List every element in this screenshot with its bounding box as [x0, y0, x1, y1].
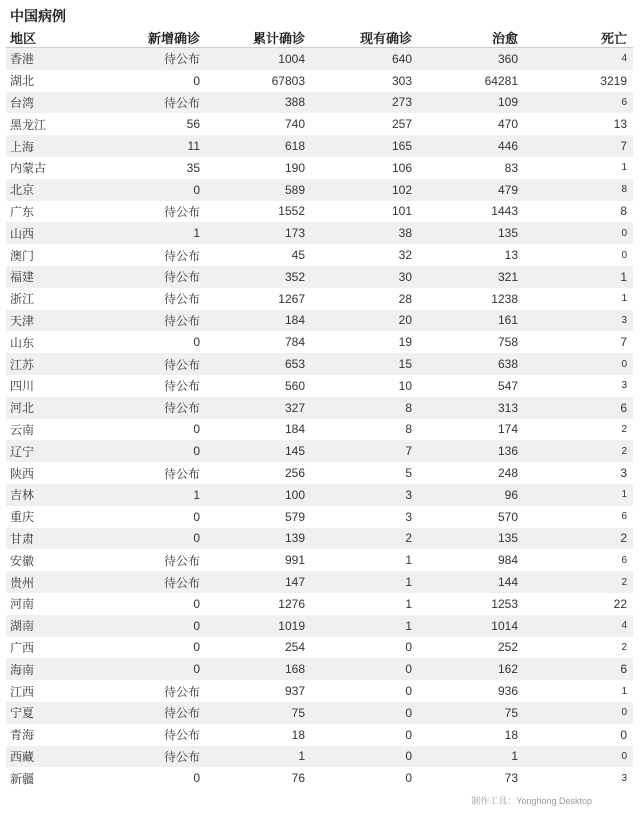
- table-row: [6, 353, 633, 375]
- cell-current-confirmed: 0: [405, 684, 412, 698]
- cell-total-confirmed: 1: [298, 749, 305, 764]
- cell-recovered: 446: [497, 139, 518, 154]
- table-row: [6, 658, 633, 680]
- cell-current-confirmed: 3: [405, 509, 412, 524]
- cell-current-confirmed: 2: [405, 531, 412, 546]
- cell-region: 福建: [10, 270, 35, 285]
- column-header-total-confirmed: 累计确诊: [252, 30, 305, 46]
- cell-total-confirmed: 75: [291, 705, 305, 720]
- cell-current-confirmed: 1: [405, 553, 412, 568]
- cell-total-confirmed: 1019: [278, 618, 305, 633]
- table-row: [6, 484, 633, 506]
- cell-new-confirmed: 0: [193, 509, 200, 524]
- table-title: 中国病例: [10, 8, 66, 24]
- cell-recovered: 570: [497, 509, 518, 524]
- cell-region: 湖南: [10, 619, 35, 634]
- cell-current-confirmed: 3: [405, 487, 412, 502]
- cell-region: 新疆: [10, 771, 35, 786]
- cell-new-confirmed: 待公布: [163, 684, 200, 699]
- table-row: [6, 135, 633, 157]
- cell-recovered: 248: [497, 466, 518, 481]
- cell-deaths: 3219: [600, 73, 627, 88]
- cell-total-confirmed: 937: [284, 684, 305, 698]
- table-row: [6, 571, 633, 593]
- cell-recovered: 135: [497, 531, 518, 546]
- cell-recovered: 479: [497, 182, 518, 197]
- cell-region: 香港: [10, 52, 35, 67]
- cell-region: 云南: [10, 422, 35, 437]
- cell-deaths: 0: [621, 358, 627, 370]
- cell-recovered: 135: [497, 226, 518, 241]
- cell-total-confirmed: 168: [284, 662, 305, 677]
- table-row: [6, 637, 633, 659]
- cell-total-confirmed: 45: [291, 248, 305, 263]
- table-row: [6, 462, 633, 484]
- cell-recovered: 161: [497, 313, 518, 328]
- cell-total-confirmed: 184: [284, 422, 305, 437]
- cell-recovered: 1443: [491, 204, 518, 219]
- cell-deaths: 2: [621, 445, 627, 457]
- cell-new-confirmed: 0: [193, 73, 200, 88]
- cell-region: 宁夏: [10, 706, 35, 721]
- cell-new-confirmed: 待公布: [163, 292, 200, 307]
- cell-region: 西藏: [10, 749, 35, 764]
- cell-new-confirmed: 待公布: [163, 728, 200, 743]
- cell-total-confirmed: 184: [284, 313, 305, 328]
- cell-current-confirmed: 0: [405, 749, 412, 764]
- cell-new-confirmed: 0: [193, 335, 200, 350]
- cell-recovered: 1238: [491, 291, 518, 306]
- cell-total-confirmed: 254: [284, 640, 305, 655]
- cell-deaths: 22: [613, 596, 627, 611]
- cell-current-confirmed: 0: [405, 640, 412, 655]
- cell-recovered: 547: [497, 378, 518, 393]
- cell-current-confirmed: 15: [398, 357, 412, 372]
- cell-recovered: 73: [504, 771, 518, 786]
- cell-deaths: 6: [621, 511, 627, 523]
- cell-recovered: 136: [497, 444, 518, 459]
- cell-new-confirmed: 待公布: [163, 270, 200, 285]
- cell-current-confirmed: 0: [405, 705, 412, 720]
- cell-current-confirmed: 8: [405, 400, 412, 415]
- cell-current-confirmed: 303: [391, 73, 412, 88]
- cell-new-confirmed: 0: [193, 531, 200, 546]
- table-row: [6, 310, 633, 332]
- table-row: [6, 528, 633, 550]
- cell-deaths: 2: [621, 423, 627, 435]
- cell-recovered: 144: [497, 575, 518, 590]
- cell-deaths: 7: [620, 139, 627, 154]
- cases-table: [6, 27, 633, 789]
- cell-new-confirmed: 11: [187, 139, 200, 154]
- cell-deaths: 4: [621, 620, 627, 632]
- cell-new-confirmed: 1: [193, 226, 200, 241]
- cell-deaths: 6: [620, 400, 627, 415]
- cell-deaths: 1: [621, 162, 627, 174]
- cell-current-confirmed: 1: [405, 575, 412, 590]
- cell-current-confirmed: 102: [391, 182, 412, 197]
- cell-deaths: 6: [621, 554, 627, 566]
- cell-current-confirmed: 640: [391, 51, 412, 66]
- cell-deaths: 8: [620, 204, 627, 219]
- cell-deaths: 1: [621, 489, 627, 501]
- table-row: [6, 331, 633, 353]
- cell-total-confirmed: 147: [284, 575, 305, 590]
- table-header-row: [6, 27, 633, 47]
- cell-recovered: 984: [497, 553, 518, 568]
- cell-total-confirmed: 173: [284, 226, 305, 241]
- cell-new-confirmed: 待公布: [163, 313, 200, 328]
- table-row: [6, 244, 633, 266]
- cell-recovered: 936: [497, 684, 518, 698]
- cell-recovered: 758: [497, 335, 518, 350]
- cell-total-confirmed: 991: [284, 553, 305, 568]
- table-row: [6, 179, 633, 201]
- cell-new-confirmed: 待公布: [163, 248, 200, 263]
- cell-new-confirmed: 待公布: [163, 95, 200, 110]
- cell-region: 广东: [10, 204, 35, 219]
- cell-total-confirmed: 139: [284, 531, 305, 546]
- table-row: [6, 440, 633, 462]
- cell-new-confirmed: 0: [193, 640, 200, 655]
- cell-recovered: 174: [497, 422, 518, 437]
- cell-deaths: 6: [621, 96, 627, 108]
- cell-total-confirmed: 589: [284, 182, 305, 197]
- cell-total-confirmed: 784: [284, 335, 305, 350]
- cell-current-confirmed: 7: [405, 444, 412, 459]
- cell-region: 甘肃: [10, 531, 35, 546]
- cell-deaths: 2: [620, 531, 627, 546]
- table-row: [6, 375, 633, 397]
- cell-region: 湖北: [10, 74, 35, 89]
- cell-deaths: 0: [620, 727, 627, 742]
- cell-current-confirmed: 106: [391, 160, 412, 175]
- cell-recovered: 1: [511, 749, 518, 764]
- cell-new-confirmed: 待公布: [163, 706, 200, 721]
- cell-deaths: 2: [621, 576, 627, 588]
- cell-total-confirmed: 1552: [278, 204, 305, 219]
- cell-current-confirmed: 257: [391, 117, 412, 132]
- cell-current-confirmed: 0: [405, 727, 412, 742]
- cell-region: 澳门: [10, 248, 35, 263]
- cell-new-confirmed: 待公布: [163, 401, 200, 416]
- cell-total-confirmed: 618: [284, 139, 305, 154]
- table-row: [6, 266, 633, 288]
- cell-new-confirmed: 0: [193, 662, 200, 677]
- table-row: [6, 157, 633, 179]
- cell-current-confirmed: 28: [398, 291, 412, 306]
- cell-deaths: 3: [621, 380, 627, 392]
- table-row: [6, 113, 633, 135]
- cell-deaths: 7: [620, 335, 627, 350]
- cell-region: 贵州: [10, 575, 35, 590]
- cell-recovered: 96: [504, 487, 518, 502]
- column-header-current-confirmed: 现有确诊: [359, 30, 412, 46]
- cell-total-confirmed: 327: [284, 400, 305, 415]
- cell-recovered: 162: [497, 662, 518, 677]
- table-row: [6, 70, 633, 92]
- cell-current-confirmed: 101: [391, 204, 412, 219]
- cell-recovered: 638: [497, 357, 518, 372]
- table-row: [6, 288, 633, 310]
- cell-deaths: 6: [620, 662, 627, 677]
- column-header-recovered: 治愈: [491, 30, 518, 46]
- table-body: [6, 48, 633, 789]
- cell-new-confirmed: 0: [193, 182, 200, 197]
- cell-region: 山西: [10, 226, 35, 241]
- cell-deaths: 0: [621, 249, 627, 261]
- cell-region: 北京: [10, 183, 35, 198]
- cell-total-confirmed: 76: [291, 771, 305, 786]
- cell-region: 河北: [10, 401, 35, 416]
- cell-recovered: 75: [504, 705, 518, 720]
- cell-new-confirmed: 待公布: [163, 575, 200, 590]
- cell-total-confirmed: 740: [284, 117, 305, 132]
- cell-region: 内蒙古: [10, 161, 47, 176]
- cell-current-confirmed: 165: [391, 139, 412, 154]
- cell-total-confirmed: 256: [284, 466, 305, 481]
- cell-new-confirmed: 0: [193, 422, 200, 437]
- cell-region: 江苏: [10, 357, 35, 372]
- cell-deaths: 13: [613, 117, 627, 132]
- cell-recovered: 360: [497, 51, 518, 66]
- cell-deaths: 0: [621, 750, 627, 762]
- cell-new-confirmed: 待公布: [163, 553, 200, 568]
- cell-new-confirmed: 0: [193, 596, 200, 611]
- cell-region: 江西: [10, 684, 35, 699]
- cell-current-confirmed: 19: [398, 335, 412, 350]
- cell-region: 四川: [10, 379, 35, 394]
- cell-current-confirmed: 10: [398, 378, 412, 393]
- cell-deaths: 0: [621, 227, 627, 239]
- cell-total-confirmed: 100: [284, 487, 305, 502]
- cell-region: 台湾: [10, 95, 35, 110]
- table-row: [6, 593, 633, 615]
- cell-total-confirmed: 145: [284, 444, 305, 459]
- table-row: [6, 222, 633, 244]
- cell-new-confirmed: 待公布: [163, 466, 200, 481]
- cell-deaths: 3: [621, 314, 627, 326]
- cell-total-confirmed: 1276: [278, 596, 305, 611]
- cell-current-confirmed: 0: [405, 771, 412, 786]
- cell-recovered: 83: [504, 160, 518, 175]
- cell-recovered: 313: [497, 400, 518, 415]
- cell-new-confirmed: 35: [186, 160, 200, 175]
- cell-recovered: 18: [504, 727, 518, 742]
- table-row: [6, 724, 633, 746]
- table-row: [6, 767, 633, 789]
- cell-region: 重庆: [10, 510, 35, 525]
- cell-deaths: 3: [621, 772, 627, 784]
- cell-recovered: 470: [497, 117, 518, 132]
- cell-recovered: 252: [497, 640, 518, 655]
- column-header-new-confirmed: 新增确诊: [147, 30, 200, 46]
- cell-recovered: 321: [497, 269, 518, 284]
- table-row: [6, 419, 633, 441]
- cell-current-confirmed: 1: [405, 596, 412, 611]
- cell-total-confirmed: 67803: [271, 73, 305, 88]
- cell-region: 天津: [10, 313, 35, 328]
- cell-current-confirmed: 30: [398, 269, 412, 284]
- cell-region: 辽宁: [10, 444, 35, 459]
- cell-deaths: 0: [621, 707, 627, 719]
- cell-recovered: 109: [497, 95, 518, 110]
- cell-deaths: 8: [621, 184, 627, 196]
- cell-region: 广西: [10, 640, 35, 655]
- table-row: [6, 397, 633, 419]
- cell-new-confirmed: 待公布: [163, 749, 200, 764]
- table-row: [6, 506, 633, 528]
- cell-total-confirmed: 352: [284, 269, 305, 284]
- table-row: [6, 48, 633, 70]
- cell-current-confirmed: 8: [405, 422, 412, 437]
- table-row: [6, 702, 633, 724]
- cell-current-confirmed: 20: [398, 313, 412, 328]
- cell-current-confirmed: 0: [405, 662, 412, 677]
- cell-region: 浙江: [10, 292, 35, 307]
- cell-new-confirmed: 0: [193, 771, 200, 786]
- cell-region: 陕西: [10, 466, 35, 481]
- cell-current-confirmed: 1: [405, 618, 412, 633]
- cell-new-confirmed: 0: [193, 444, 200, 459]
- cell-new-confirmed: 待公布: [163, 52, 200, 67]
- table-row: [6, 92, 633, 114]
- cell-recovered: 1014: [491, 618, 518, 633]
- cell-deaths: 2: [621, 641, 627, 653]
- cell-new-confirmed: 待公布: [163, 357, 200, 372]
- cell-total-confirmed: 190: [284, 160, 305, 175]
- cell-region: 山东: [10, 335, 35, 350]
- table-row: [6, 615, 633, 637]
- cell-deaths: 1: [621, 685, 627, 697]
- cell-region: 海南: [10, 662, 35, 677]
- cell-current-confirmed: 32: [398, 248, 412, 263]
- cell-deaths: 3: [620, 466, 627, 481]
- cell-total-confirmed: 18: [291, 727, 305, 742]
- table-row: [6, 201, 633, 223]
- cell-total-confirmed: 1267: [278, 291, 305, 306]
- cell-new-confirmed: 56: [186, 117, 200, 132]
- cell-region: 吉林: [10, 488, 35, 503]
- column-header-region: 地区: [10, 30, 37, 46]
- cell-total-confirmed: 560: [284, 378, 305, 393]
- column-header-deaths: 死亡: [600, 30, 627, 46]
- cell-region: 河南: [10, 597, 35, 612]
- cell-region: 黑龙江: [10, 117, 47, 132]
- cell-deaths: 1: [621, 293, 627, 305]
- cell-deaths: 1: [620, 269, 627, 284]
- cell-recovered: 64281: [484, 73, 518, 88]
- cell-new-confirmed: 待公布: [163, 204, 200, 219]
- cell-current-confirmed: 273: [391, 95, 412, 110]
- table-row: [6, 680, 633, 702]
- cell-new-confirmed: 1: [193, 487, 200, 502]
- cell-recovered: 13: [504, 248, 518, 263]
- cell-deaths: 4: [621, 53, 627, 65]
- cell-current-confirmed: 5: [405, 466, 412, 481]
- cell-total-confirmed: 388: [284, 95, 305, 110]
- cell-total-confirmed: 1004: [278, 51, 305, 66]
- cell-recovered: 1253: [491, 596, 518, 611]
- cell-new-confirmed: 0: [193, 618, 200, 633]
- cell-region: 上海: [10, 139, 35, 154]
- cell-new-confirmed: 待公布: [163, 379, 200, 394]
- cell-total-confirmed: 579: [284, 509, 305, 524]
- footer-credit: 制作工具：Yonghong Desktop: [471, 796, 592, 806]
- cell-current-confirmed: 38: [398, 226, 412, 241]
- cell-region: 青海: [10, 728, 35, 743]
- table-row: [6, 746, 633, 768]
- cell-region: 安徽: [10, 553, 35, 568]
- table-row: [6, 549, 633, 571]
- cell-total-confirmed: 653: [284, 357, 305, 372]
